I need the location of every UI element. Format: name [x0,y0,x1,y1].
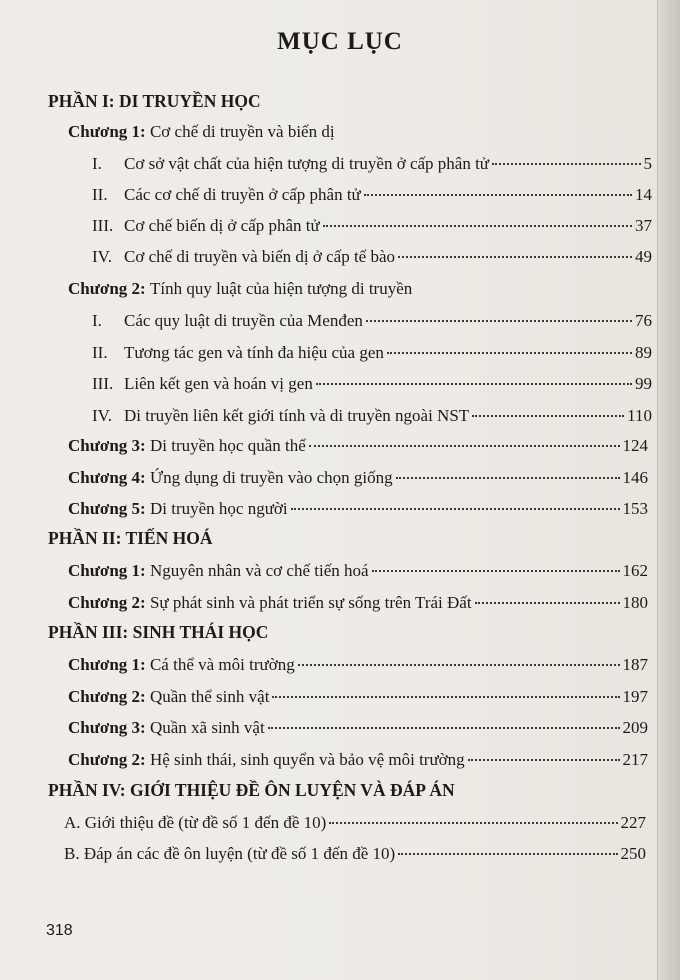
chapter-label: Chương 5: [68,499,146,518]
item-page: 197 [622,687,648,706]
chapter-title: Cá thể và môi trường [149,655,295,674]
dot-leader [309,445,620,447]
item-title: Liên kết gen và hoán vị gen [124,374,313,393]
item-number: I. [92,154,102,173]
item-page: 89 [635,343,652,362]
toc-item[interactable] [68,747,648,773]
dot-leader [492,163,640,165]
dot-leader [475,602,620,604]
dot-leader [387,352,632,354]
item-page: 217 [622,750,648,769]
page-title: MỤC LỤC [277,28,403,55]
chapter-label: Chương 1: [68,655,146,674]
item-title: Cơ chế di truyền và biến dị ở cấp tế bào [124,247,396,266]
part-heading-4: PHẦN IV: GIỚI THIỆU ĐỀ ÔN LUYỆN VÀ ĐÁP ÁN [48,780,455,800]
item-title: Cơ chế biến dị ở cấp phân tử [124,216,320,235]
chapter-title: Quần thể sinh vật [149,687,270,706]
part-heading-3: PHẦN III: SINH THÁI HỌC [48,622,269,642]
toc-item[interactable] [68,590,648,616]
item-page: 250 [620,844,646,863]
item-number: III. [92,374,114,393]
dot-leader [398,256,632,258]
part-heading-2: PHẦN II: TIẾN HOÁ [48,528,213,548]
dot-leader [268,727,620,729]
chapter-label: Chương 2: [68,687,146,706]
toc-item[interactable] [64,841,646,867]
item-page: 49 [635,247,652,266]
item-number: IV. [92,247,112,266]
chapter-label: Chương 3: [68,436,146,455]
dot-leader [272,696,619,698]
chapter-title: Cơ chế di truyền và biến dị [149,122,335,141]
item-page: 162 [622,561,648,580]
chapter-title: Quần xã sinh vật [149,718,265,737]
item-page: 227 [620,813,646,832]
toc-item[interactable] [92,182,652,208]
dot-leader [468,759,620,761]
item-page: 76 [635,311,652,330]
item-page: 146 [622,468,648,487]
item-title: Các quy luật di truyền của Menđen [124,311,363,330]
item-page: 14 [635,185,652,204]
toc-item[interactable] [92,340,652,366]
item-number: II. [92,343,108,362]
chapter-title: Di truyền học quần thể [149,436,306,455]
chapter-title: Tính quy luật của hiện tượng di truyền [149,279,413,298]
item-page: 99 [635,374,652,393]
dot-leader [298,664,620,666]
item-page: 124 [622,436,648,455]
chapter-entry [68,276,412,302]
dot-leader [316,383,632,385]
dot-leader [364,194,632,196]
dot-leader [291,508,620,510]
toc-item[interactable] [92,213,652,239]
toc-item[interactable] [68,652,648,678]
dot-leader [396,477,620,479]
toc-item[interactable] [64,810,646,836]
toc-item[interactable] [68,684,648,710]
toc-item[interactable] [68,558,648,584]
chapter-title: Sự phát sinh và phát triển sự sống trên Trái Đất [149,593,472,612]
dot-leader [329,822,617,824]
item-page: 187 [622,655,648,674]
chapter-title: Hệ sinh thái, sinh quyển và bảo vệ môi trường [149,750,465,769]
toc-item[interactable] [68,715,648,741]
chapter-title: Ứng dụng di truyền vào chọn giống [149,468,393,487]
page-number: 318 [46,922,73,939]
chapter-label: Chương 4: [68,468,146,487]
toc-item[interactable] [68,496,648,522]
toc-item[interactable] [68,433,648,459]
item-number: III. [92,216,114,235]
item-number: I. [92,311,102,330]
toc-item[interactable] [68,465,648,491]
toc-item[interactable] [92,151,652,177]
item-page: 209 [622,718,648,737]
item-title: Các cơ chế di truyền ở cấp phân tử [124,185,361,204]
chapter-label: Chương 1: [68,122,146,141]
toc-item[interactable] [92,244,652,270]
dot-leader [372,570,620,572]
item-number: II. [92,185,108,204]
item-title: B. Đáp án các đề ôn luyện (từ đề số 1 đến đề 10) [64,844,396,863]
dot-leader [398,853,617,855]
item-page: 5 [643,154,652,173]
chapter-title: Nguyên nhân và cơ chế tiến hoá [149,561,369,580]
dot-leader [323,225,632,227]
toc-item[interactable] [92,371,652,397]
toc-item[interactable] [92,308,652,334]
chapter-label: Chương 2: [68,593,146,612]
dot-leader [472,415,624,417]
dot-leader [366,320,632,322]
chapter-label: Chương 2: [68,279,146,298]
chapter-label: Chương 2: [68,750,146,769]
chapter-label: Chương 3: [68,718,146,737]
part-heading-1: PHẦN I: DI TRUYỀN HỌC [48,91,261,111]
item-title: A. Giới thiệu đề (từ đề số 1 đến đề 10) [64,813,327,832]
chapter-entry [68,119,335,145]
chapter-label: Chương 1: [68,561,146,580]
toc-item[interactable] [92,403,652,429]
chapter-title: Di truyền học người [149,499,288,518]
item-page: 153 [622,499,648,518]
item-title: Cơ sở vật chất của hiện tượng di truyền ở cấp phân tử [124,154,490,173]
item-number: IV. [92,406,112,425]
item-page: 180 [622,593,648,612]
item-title: Di truyền liên kết giới tính và di truyền ngoài NST [124,406,470,425]
item-page: 110 [627,406,652,425]
item-title: Tương tác gen và tính đa hiệu của gen [124,343,384,362]
item-page: 37 [635,216,652,235]
